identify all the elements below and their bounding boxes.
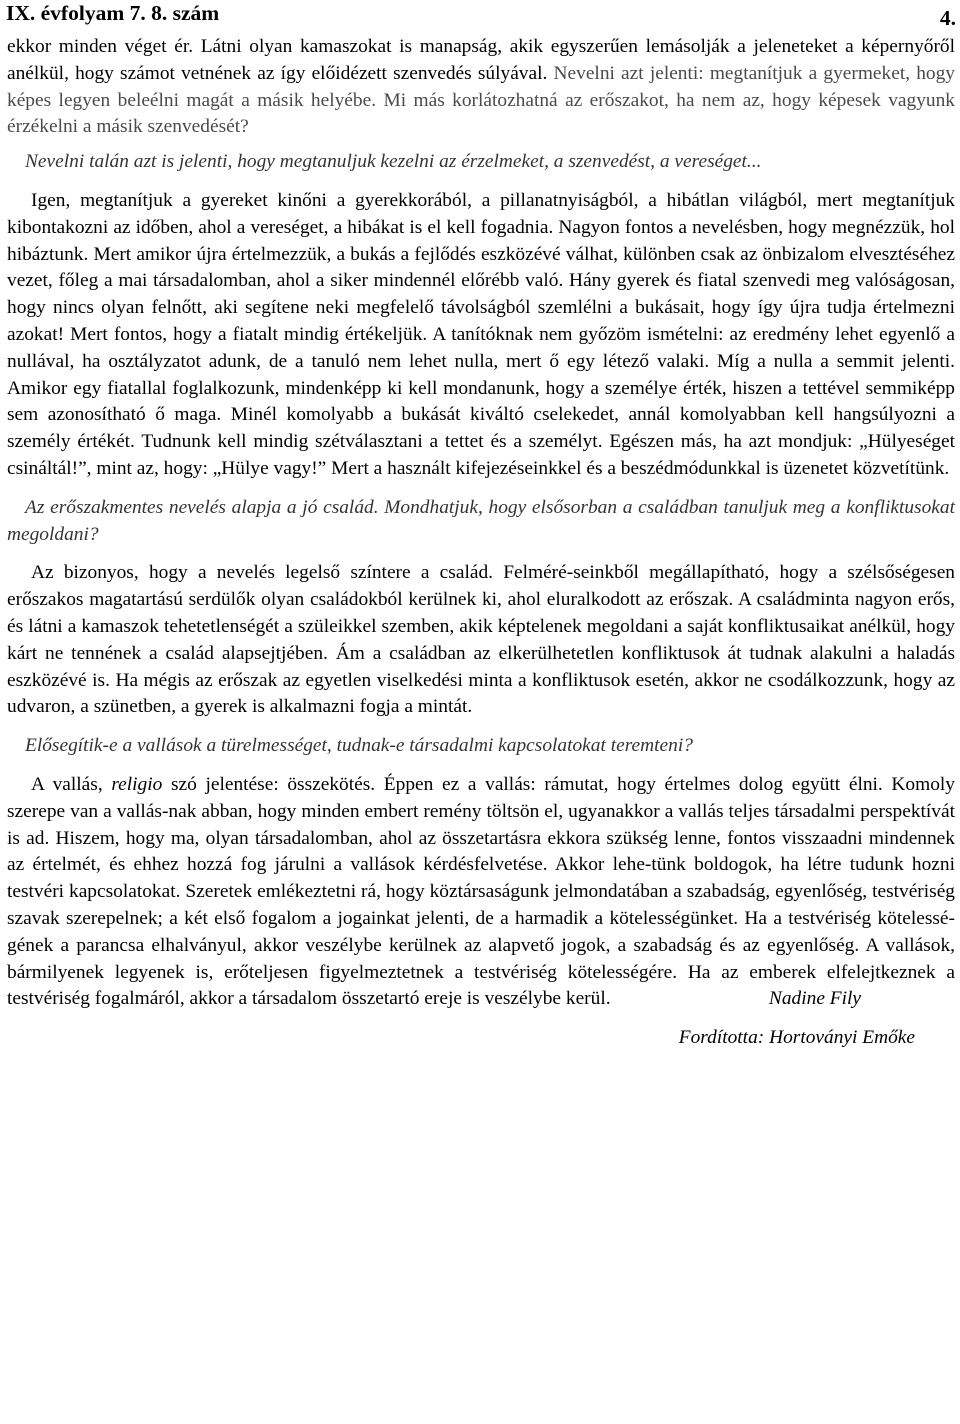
- issue-label: IX. évfolyam 7. 8. szám: [6, 1, 220, 25]
- religio-term: religio: [111, 773, 163, 795]
- paragraph-continuation: [7, 34, 955, 141]
- answer-paragraph-3: [7, 772, 955, 1013]
- answer-paragraph-3-start: A vallás,: [31, 773, 112, 795]
- article-body: [7, 34, 955, 1052]
- author-signature: Nadine Fily: [768, 988, 861, 1010]
- translator-credit: Fordította: Hortoványi Emőke: [678, 1027, 915, 1049]
- interview-question-1: Nevelni talán azt is jelenti, hogy megtanuljuk kezelni az érzelmeket, a szenvedést, a vereséget...: [25, 151, 762, 173]
- answer-paragraph-3-rest: szó jelentése: összekötés. Éppen ez a vallás: rámutat, hogy értelmes dolog együtt élni. Komoly szerepe van a vallás-nak abban, hogy minden embert remény töltsön el, ugyanakkor a vallás teljes társadalmi perspektívát is ad. Hiszem, hogy ma, olyan társadalomban, ahol az összetartásra ekkora szükség lenne, fontos visszaadni mindennek az értelmét, és ehhez hozzá fog járulni a vallások kérdésfelvetése. Akkor lehe-tünk boldogok, ha létre tudunk hozni testvéri kapcsolatokat. Szeretek emlékeztetni rá, hogy köztársaságunk jelmondatában a szabadság, egyenlőség, testvériség szavak szerepelnek; a két első fogalom a jogainkat jelenti, de a harmadik a kötelességünket. Ha a testvériség kötelességének a parancsa elhalványul, akkor veszélybe kerülnek az alapvető jogok, a szabadság és az egyenlőség. A vallások, bármilyenek legyenek is, erőteljesen figyelmeztetnek a testvériség kötelességére. Ha az emberek elfelejtkeznek a testvériség fogalmáról, akkor a társadalom összetartó ereje is veszélybe kerül.: [7, 773, 955, 1010]
- interview-question-3: Elősegítik-e a vallások a türelmességet, tudnak-e társadalmi kapcsolatokat teremteni?: [25, 735, 693, 757]
- answer-paragraph-2: Az bizonyos, hogy a nevelés legelső színtere a család. Felméré-seinkből megállapítható, hogy a szélsőségesen erőszakos magatartású serdülők olyan családokból kerülnek ki, ahol eluralkodott az erőszak. A családminta nagyon erős, és látni a kamaszok tehetetlenségét a szüleikkel szemben, akik képtelenek megoldani a saját konfliktusaikat anélkül, hogy kárt ne tennének a család alapsejtjében. Ám a családban az elkerülhetetlen konfliktusok át tudnak alakulni a haladás eszközévé is. Ha mégis az erőszak az egyetlen viselkedési minta a konfliktusok esetén, akkor ne csodálkozzunk, hogy az udvaron, a szünetben, a gyerek is alkalmazni fogja a mintát.: [7, 562, 955, 718]
- paragraph-nevelni-text: Nevelni azt jelenti: megtanítjuk a gyermeket, hogy képes legyen beleélni magát a másik helyébe. Mi más korlátozhatná az erőszakot, ha nem az, hogy képesek vagyunk érzékelni a másik szenvedését?: [7, 62, 956, 138]
- page-header: [6, 0, 956, 28]
- interview-question-2: Az erőszakmentes nevelés alapja a jó család. Mondhatjuk, hogy elsősorban a családban tanuljuk meg a konfliktusokat megoldani?: [7, 496, 955, 545]
- paragraph-continuation-text: ekkor minden véget ér. Látni olyan kamaszokat is manapság, akik egyszerűen lemásolják a jeleneteket a képernyőről anélkül, hogy számot vetnének az így előidézett szenvedés súlyával.: [7, 36, 955, 84]
- page-number: 4.: [939, 6, 956, 30]
- answer-paragraph-1: Igen, megtanítjuk a gyereket kinőni a gyerekkorából, a pillanatnyiságból, a hibátlan világból, mert megtanítjuk kibontakozni az időben, ahol a vereséget, a hibákat is el kell fogadnia. Nagyon fontos a nevelésben, hogy megnézzük, hol hibáztunk. Mert amikor újra értelmezzük, a bukás a fejlődés eszközévé válhat, különben csak az önbizalom elvesztéséhez vezet, főleg a mai társadalomban, ahol a siker mindennél előrébb való. Hány gyerek és fiatal szenvedi meg valóságosan, hogy nincs olyan felnőtt, aki segítene neki megfelelő távolságból szemlélni a bukásait, hogy így újra tudja értelmezni azokat! Mert fontos, hogy a fiatalt mindig értékeljük. A tanítóknak nem győzöm ismételni: az eredmény lehet egyenlő a nullával, ha osztályzatot adunk, de a tanuló nem lehet nulla, mert ő egy létező valaki. Míg a nulla a semmit jelenti. Amikor egy fiatallal foglalkozunk, mindenképp ki kell mondanunk, hogy a személye érték, hiszen a tettével semmiképp sem azonosítható ő maga. Minél komolyabb a bukását kiváltó cselekedet, annál komolyabban kell hangsúlyozni a személy értékét. Tudnunk kell mindig szétválasztani a tettet és a személyt. Egészen más, ha azt mondjuk: „Hülyeséget csináltál!”, mint az, hogy: „Hülye vagy!” Mert a használt kifejezéseinkkel és a beszédmódunkkal is üzenetet közvetítünk.: [7, 189, 955, 479]
